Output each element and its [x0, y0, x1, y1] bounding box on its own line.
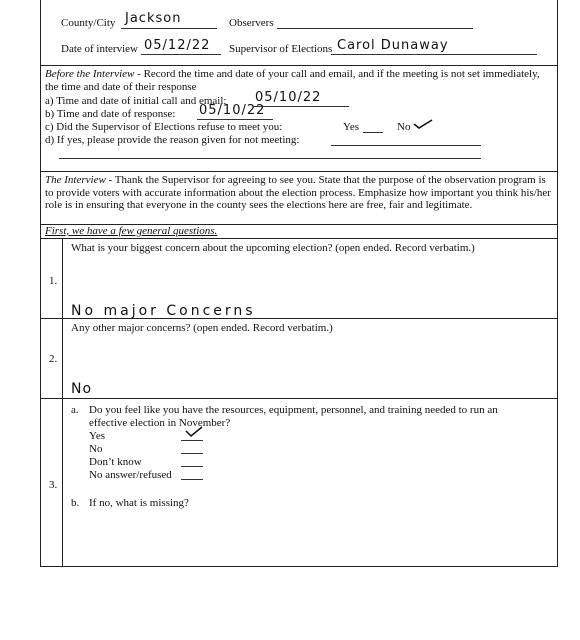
- q3a-label: a.: [71, 404, 79, 416]
- item-c-label: c) Did the Supervisor of Elections refuse to meet you:: [45, 121, 283, 133]
- d-reason-blank[interactable]: [331, 145, 481, 146]
- before-interview-section: [41, 65, 557, 170]
- q3-number: 3.: [49, 479, 58, 491]
- item-a-label: a) Time and date of initial call and email:: [45, 95, 227, 107]
- question-2-section: [41, 318, 557, 398]
- date-label: Date of interview: [61, 43, 138, 55]
- d-reason-blank-2[interactable]: [59, 158, 481, 159]
- before-heading: Before the Interview: [45, 68, 135, 80]
- q3a-yes-check-icon[interactable]: [185, 426, 203, 438]
- before-intro-text: - Record the time and date of your call and email, and if the meeting is not set immediately, the time and date of their response: [45, 68, 540, 93]
- c-no-label: No: [397, 121, 411, 133]
- q1-answer[interactable]: No major Concerns: [71, 303, 256, 319]
- interview-intro: [45, 174, 551, 212]
- q3a-option-yes: Yes: [89, 430, 106, 442]
- first-line: First, we have a few general questions.: [45, 225, 218, 237]
- item-b-label: b) Time and date of response:: [45, 108, 176, 120]
- q3a-option-no: No: [89, 443, 103, 455]
- date-value[interactable]: 05/12/22: [144, 38, 211, 53]
- q3a-refused-blank[interactable]: [181, 479, 203, 480]
- supervisor-value[interactable]: Carol Dunaway: [337, 38, 449, 53]
- q3a-dont-know-blank[interactable]: [181, 466, 203, 467]
- q3b-question: If no, what is missing?: [89, 497, 189, 509]
- q3b-label: b.: [71, 497, 80, 509]
- c-no-check-icon[interactable]: [413, 118, 433, 130]
- q3a-option-dont-know: Don’t know: [89, 456, 142, 468]
- item-a-value[interactable]: 05/10/22: [255, 90, 322, 105]
- question-3-section: [41, 398, 557, 566]
- county-value[interactable]: Jackson: [125, 11, 182, 26]
- c-yes-label: Yes: [343, 121, 360, 133]
- q2-answer[interactable]: No: [71, 381, 93, 397]
- general-questions-line: [41, 224, 557, 238]
- item-b-value[interactable]: 05/10/22: [199, 103, 266, 118]
- observers-label: Observers: [229, 17, 274, 29]
- item-d-label: d) If yes, please provide the reason given for not meeting:: [45, 134, 300, 146]
- q3a-question-line1: Do you feel like you have the resources, equipment, personnel, and training needed to run an: [89, 404, 498, 416]
- q3a-option-refused: No answer/refused: [89, 469, 172, 481]
- q2-question: Any other major concerns? (open ended. Record verbatim.): [71, 322, 333, 334]
- q3a-no-blank[interactable]: [181, 453, 203, 454]
- q2-number: 2.: [49, 353, 58, 365]
- county-label: County/City: [61, 17, 116, 29]
- supervisor-label: Supervisor of Elections: [229, 43, 333, 55]
- interview-intro-text: - Thank the Supervisor for agreeing to see you. State that the purpose of the observation program is to provide voters with accurate information about the election process. Emphasize how important you think his/her role is in ensuring that everyone in the county sees the elections here are free, fair and legitimate.: [45, 174, 551, 211]
- c-yes-blank[interactable]: [363, 132, 383, 133]
- interview-form: [40, 0, 558, 567]
- q1-question: What is your biggest concern about the upcoming election? (open ended. Record verbatim.): [71, 242, 475, 254]
- interview-heading: The Interview: [45, 174, 106, 186]
- header-section: [41, 0, 557, 62]
- q1-number: 1.: [49, 275, 58, 287]
- q3a-question-line2: effective election in November?: [89, 417, 231, 429]
- q3a-yes-blank[interactable]: [181, 440, 203, 441]
- question-1-section: [41, 238, 557, 318]
